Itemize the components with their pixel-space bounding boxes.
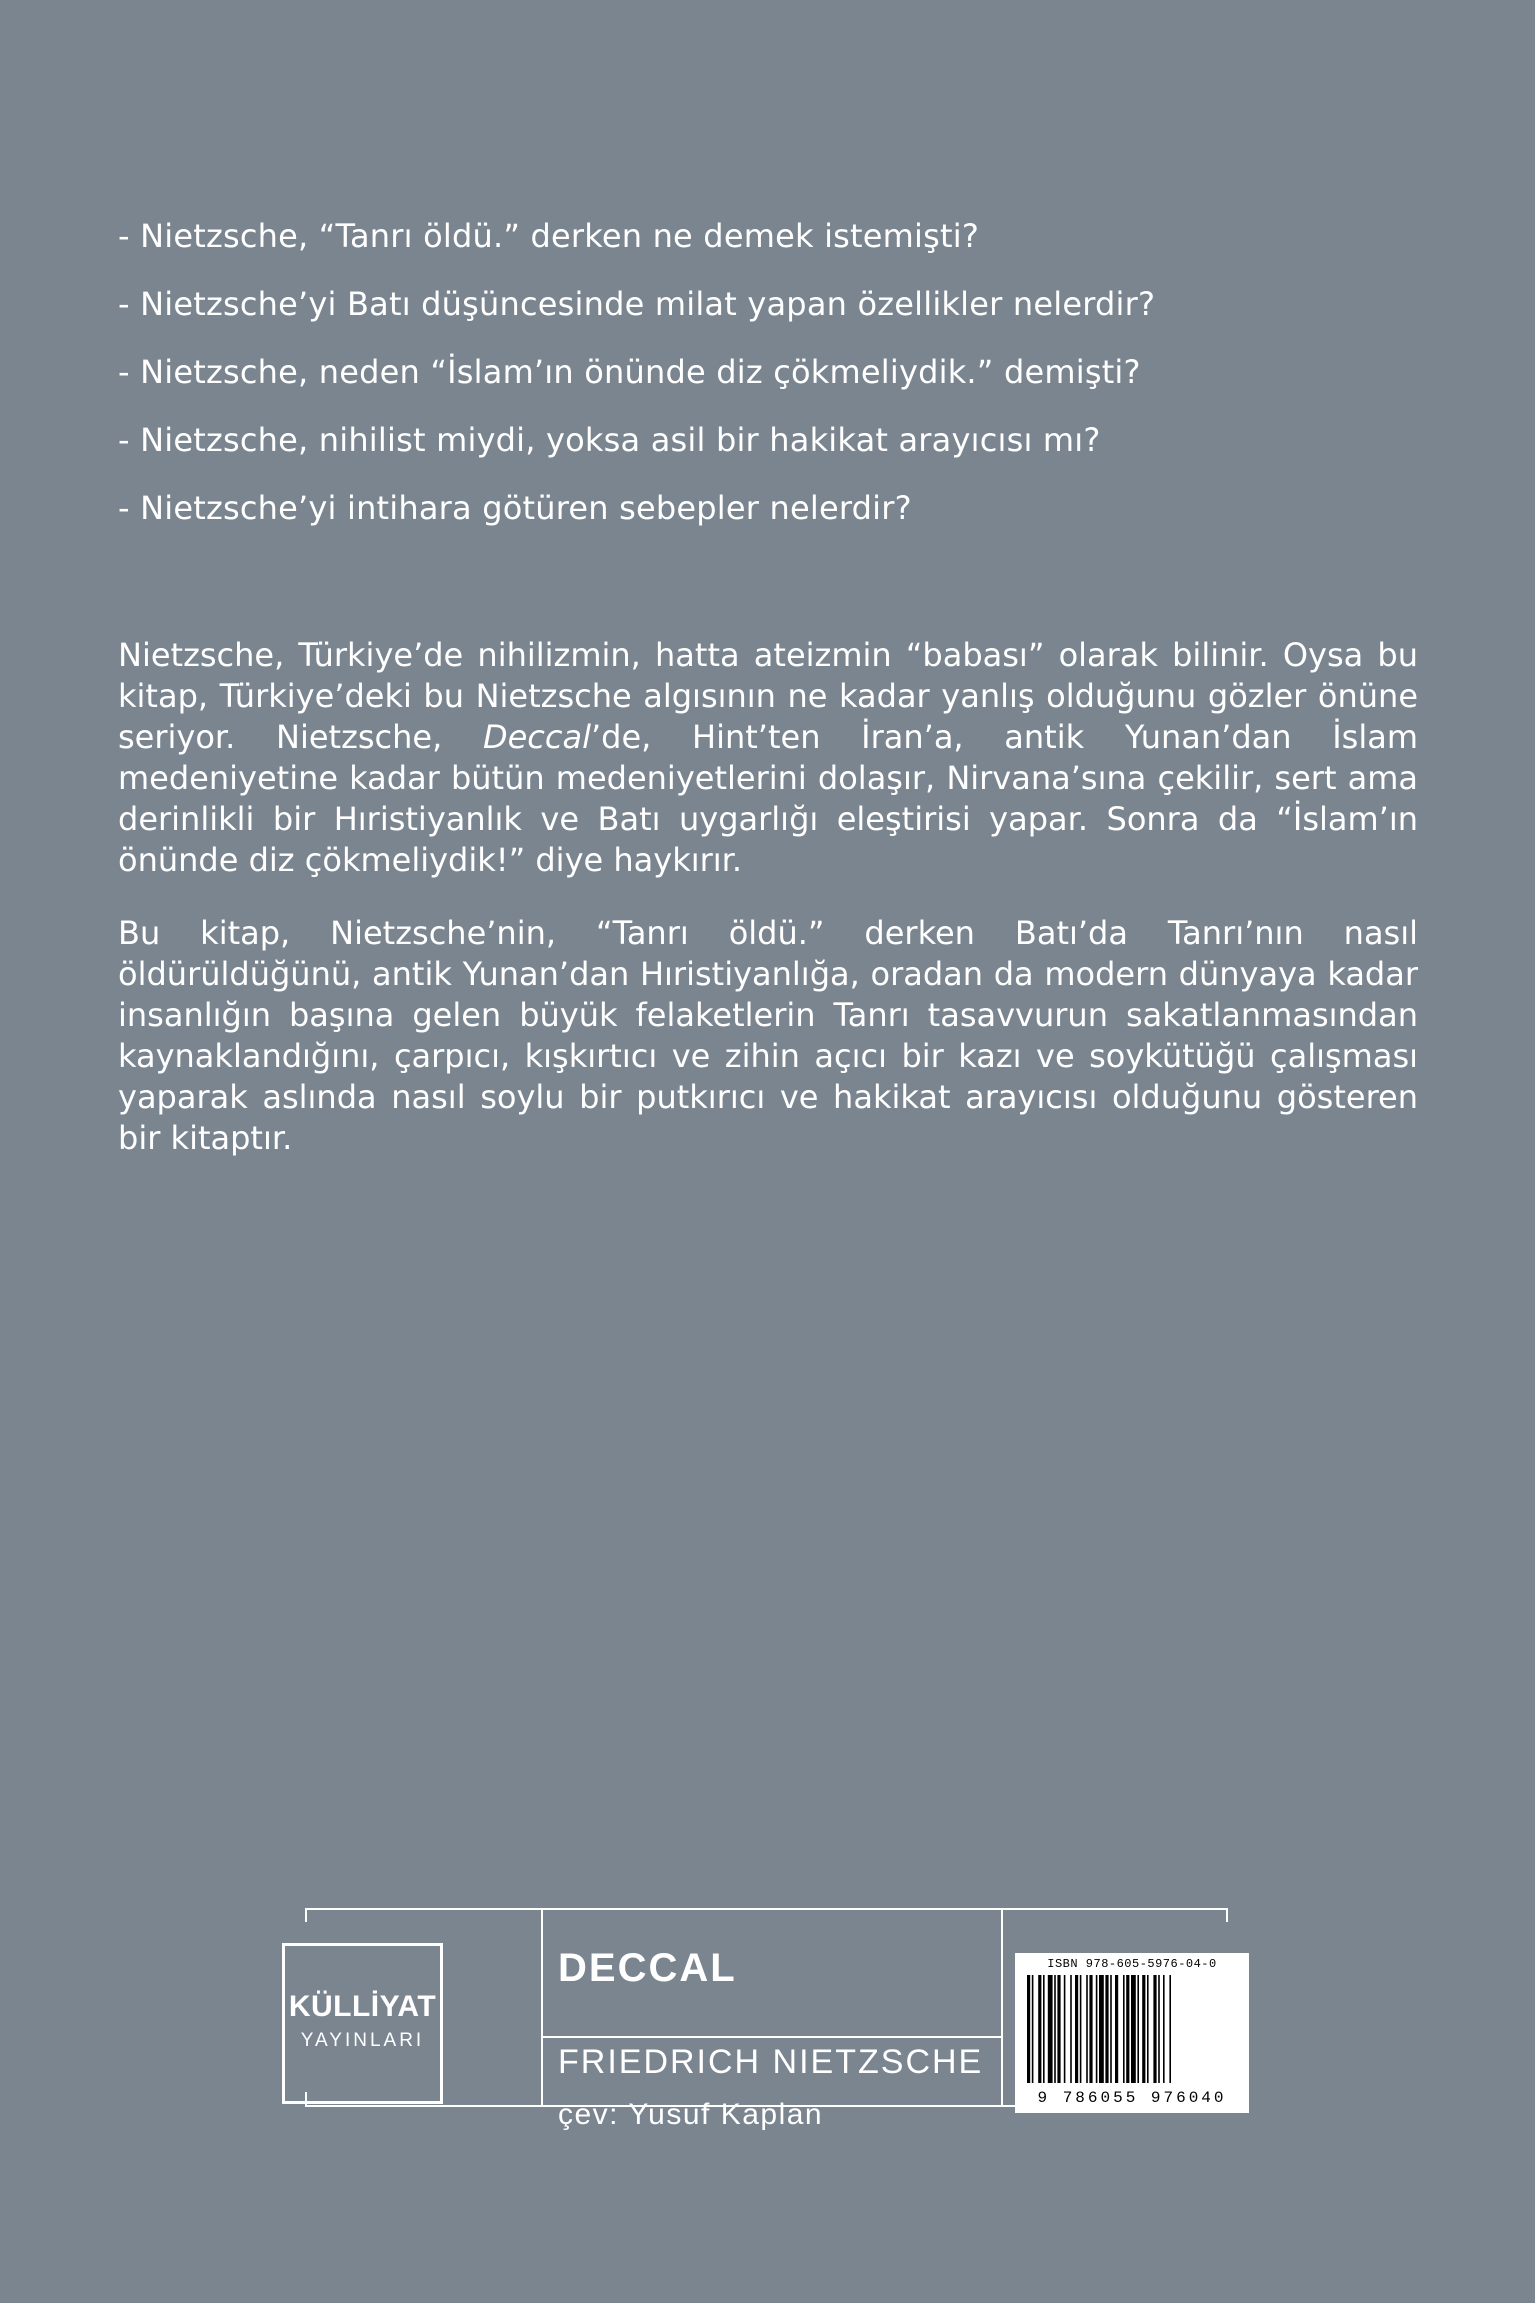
barcode-bar [1153, 1975, 1156, 2083]
barcode-bar [1105, 1975, 1108, 2083]
barcode-bar [1147, 1975, 1149, 2083]
barcode-bar [1126, 1975, 1129, 2083]
barcode-bar [1086, 1975, 1088, 2083]
barcode-bar [1054, 1975, 1056, 2083]
barcode-bar [1057, 1975, 1060, 2083]
publisher-subtitle: YAYINLARI [300, 2030, 425, 2051]
book-title: DECCAL [558, 1946, 737, 1990]
barcode-bar [1080, 1975, 1082, 2083]
barcode-bar [1142, 1975, 1145, 2083]
barcode-bar [1169, 1975, 1171, 2083]
paragraph-1-start: Nietzsche, Türkiye’de nihilizmin, hatta ateizmin “babası” olarak bilinir. Oysa bu kitap, Türkiye’deki bu Nietzsche algısının ne kadar yanlış olduğunu gözler önüne seriyor. Nietzsche, [118, 636, 1418, 756]
question-item: - Nietzsche, nihilist miydi, yoksa asil bir hakikat arayıcısı mı? [118, 421, 1101, 459]
frame-tick-top-right [1226, 1908, 1228, 1922]
question-item: - Nietzsche’yi Batı düşüncesinde milat yapan özellikler nelerdir? [118, 285, 1156, 323]
barcode-bar [1123, 1975, 1125, 2083]
blurb [118, 635, 1418, 1191]
barcode-bar [1137, 1975, 1139, 2083]
author-name: FRIEDRICH NIETZSCHE [558, 2043, 984, 2081]
barcode-bar [1070, 1975, 1072, 2083]
publisher-name: KÜLLİYAT [288, 1990, 437, 2023]
barcode-bar [1075, 1975, 1078, 2083]
barcode-bar [1038, 1975, 1041, 2083]
frame-mid-line [543, 2036, 1001, 2038]
frame-top-line [305, 1908, 1228, 1910]
barcode-bar [1110, 1975, 1112, 2083]
barcode-bar [1115, 1975, 1118, 2083]
barcode-bar [1099, 1975, 1104, 2083]
blurb-paragraph-1 [118, 635, 1418, 881]
book-title-italic: Deccal [482, 718, 591, 756]
barcode-bar [1131, 1975, 1136, 2083]
barcode-digits: 9 786055 976040 [1037, 2089, 1227, 2107]
barcode-bar [1163, 1975, 1165, 2083]
question-item: - Nietzsche, “Tanrı öldü.” derken ne demek istemişti? [118, 217, 980, 255]
publisher-logo [282, 1943, 443, 2104]
blurb-paragraph-2: Bu kitap, Nietzsche’nin, “Tanrı öldü.” derken Batı’da Tanrı’nın nasıl öldürüldüğünü, antik Yunan’dan Hıristiyanlığa, oradan da modern dünyaya kadar insanlığın başına gelen büyük felaketlerin Tanrı tasavvurun sakatlanmasından kaynaklandığını, çarpıcı, kışkırtıcı ve zihin açıcı bir kazı ve soykütüğü çalışması yaparak aslında nasıl soylu bir putkırıcı ve hakikat arayıcısı olduğunu gösteren bir kitaptır. [118, 914, 1418, 1157]
barcode-bar [1043, 1975, 1045, 2083]
question-item: - Nietzsche’yi intihara götüren sebepler nelerdir? [118, 489, 912, 527]
question-item: - Nietzsche, neden “İslam’ın önünde diz çökmeliydik.” demişti? [118, 353, 1141, 391]
barcode-bars [1023, 1975, 1241, 2083]
barcode-bar [1064, 1975, 1066, 2083]
barcode-bar [1096, 1975, 1098, 2083]
question-list [118, 216, 1418, 556]
frame-divider-1 [541, 1908, 543, 2107]
paragraph-1-end: ’de, Hint’ten İran’a, antik Yunan’dan İslam medeniyetine kadar bütün medeniyetlerini dolaşır, Nirvana’sına çekilir, sert ama derinlikli bir Hıristiyanlık ve Batı uygarlığı eleştirisi yapar. Sonra da “İslam’ın önünde diz çökmeliydik!” diye haykırır. [118, 718, 1418, 879]
frame-divider-2 [1001, 1908, 1003, 2107]
barcode-bar [1032, 1975, 1034, 2083]
isbn-text: ISBN 978-605-5976-04-0 [1047, 1957, 1217, 1971]
isbn-barcode [1015, 1953, 1249, 2113]
barcode-bar [1158, 1975, 1160, 2083]
barcode-bar [1089, 1975, 1092, 2083]
barcode-bar [1048, 1975, 1053, 2083]
translator-credit: çev: Yusuf Kaplan [558, 2098, 824, 2131]
barcode-bar [1027, 1975, 1030, 2083]
frame-tick-top-left [305, 1908, 307, 1922]
